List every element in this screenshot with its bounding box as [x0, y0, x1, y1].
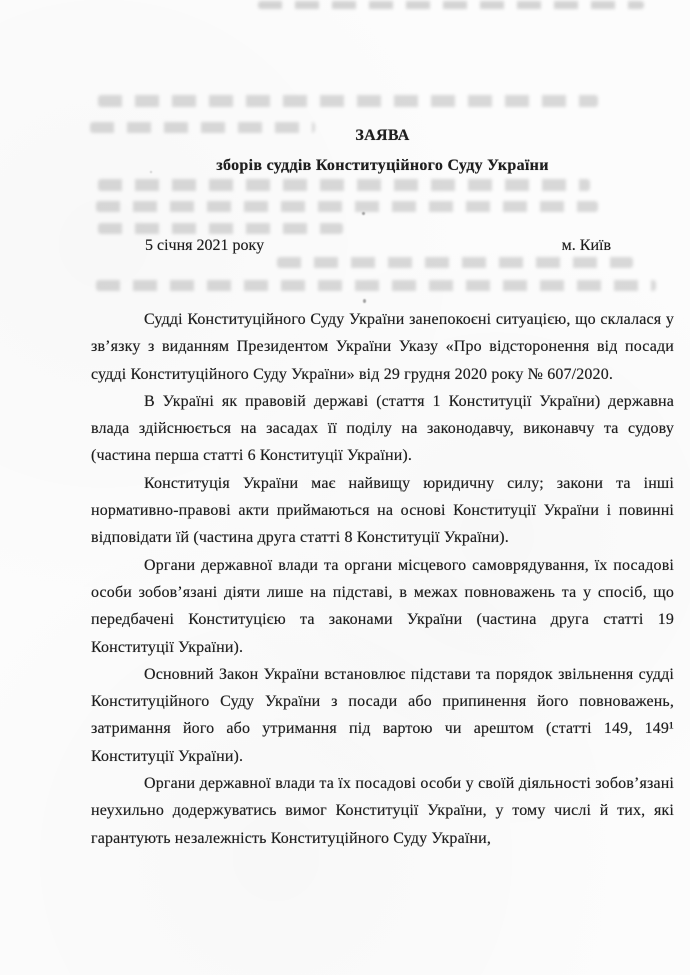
document-place: м. Київ [561, 237, 611, 254]
bleed-through-line [98, 179, 590, 191]
bleed-through-line [98, 95, 598, 107]
dateline [91, 236, 674, 256]
bleed-through-line [96, 280, 656, 291]
ink-speck [362, 212, 365, 215]
bleed-through-line [258, 1, 644, 9]
document-date: 5 січня 2021 року [145, 237, 265, 254]
paragraph-3: Конституція України має найвищу юридичну силу; закони та інші нормативно-правові акти приймаються на основі Конституції України і повинні відповідати їй (частина друга статті 8 Конституції України). [91, 474, 674, 547]
document-heading [91, 127, 674, 175]
ink-speck [363, 299, 366, 303]
bleed-through-line [96, 201, 598, 212]
document-subtitle: зборів суддів Конституційного Суду України [216, 157, 549, 174]
paragraph-5: Основний Закон України встановлює підстави та порядок звільнення судді Конституційного Суду України з посади або припинення його повноважень, затримання його або утримання під вартою чи арештом (статті 149, 149¹ Конституції України). [91, 665, 674, 765]
paragraph-6: Органи державної влади та їх посадові особи у своїй діяльності зобов’язані неухильно додержуватись вимог Конституції України, у тому числі й тих, які гарантують незалежність Конституційного Суду України, [91, 775, 674, 847]
document-body [91, 306, 674, 852]
bleed-through-line [277, 257, 633, 268]
paragraph-4: Органи державної влади та органи місцевого самоврядування, їх посадові особи зобов’язані діяти лише на підставі, в межах повноважень та у спосіб, що передбачені Конституцією та законами України (частина друга статті 19 Конституції України). [91, 556, 674, 656]
paragraph-2: В Україні як правовій державі (стаття 1 Конституції України) державна влада здійснюється на засадах її поділу на законодавчу, виконавчу та судову (частина перша статті 6 Конституції України). [91, 392, 674, 465]
document-title: ЗАЯВА [355, 127, 410, 144]
paragraph-1: Судді Конституційного Суду України занепокоєні ситуацією, що склалася у зв’язку з виданням Президентом України Указу «Про відсторонення від посади судді Конституційного Суду України» від 29 грудня 2020 року № 607/2020. [91, 311, 674, 383]
bleed-through-line [98, 223, 343, 234]
